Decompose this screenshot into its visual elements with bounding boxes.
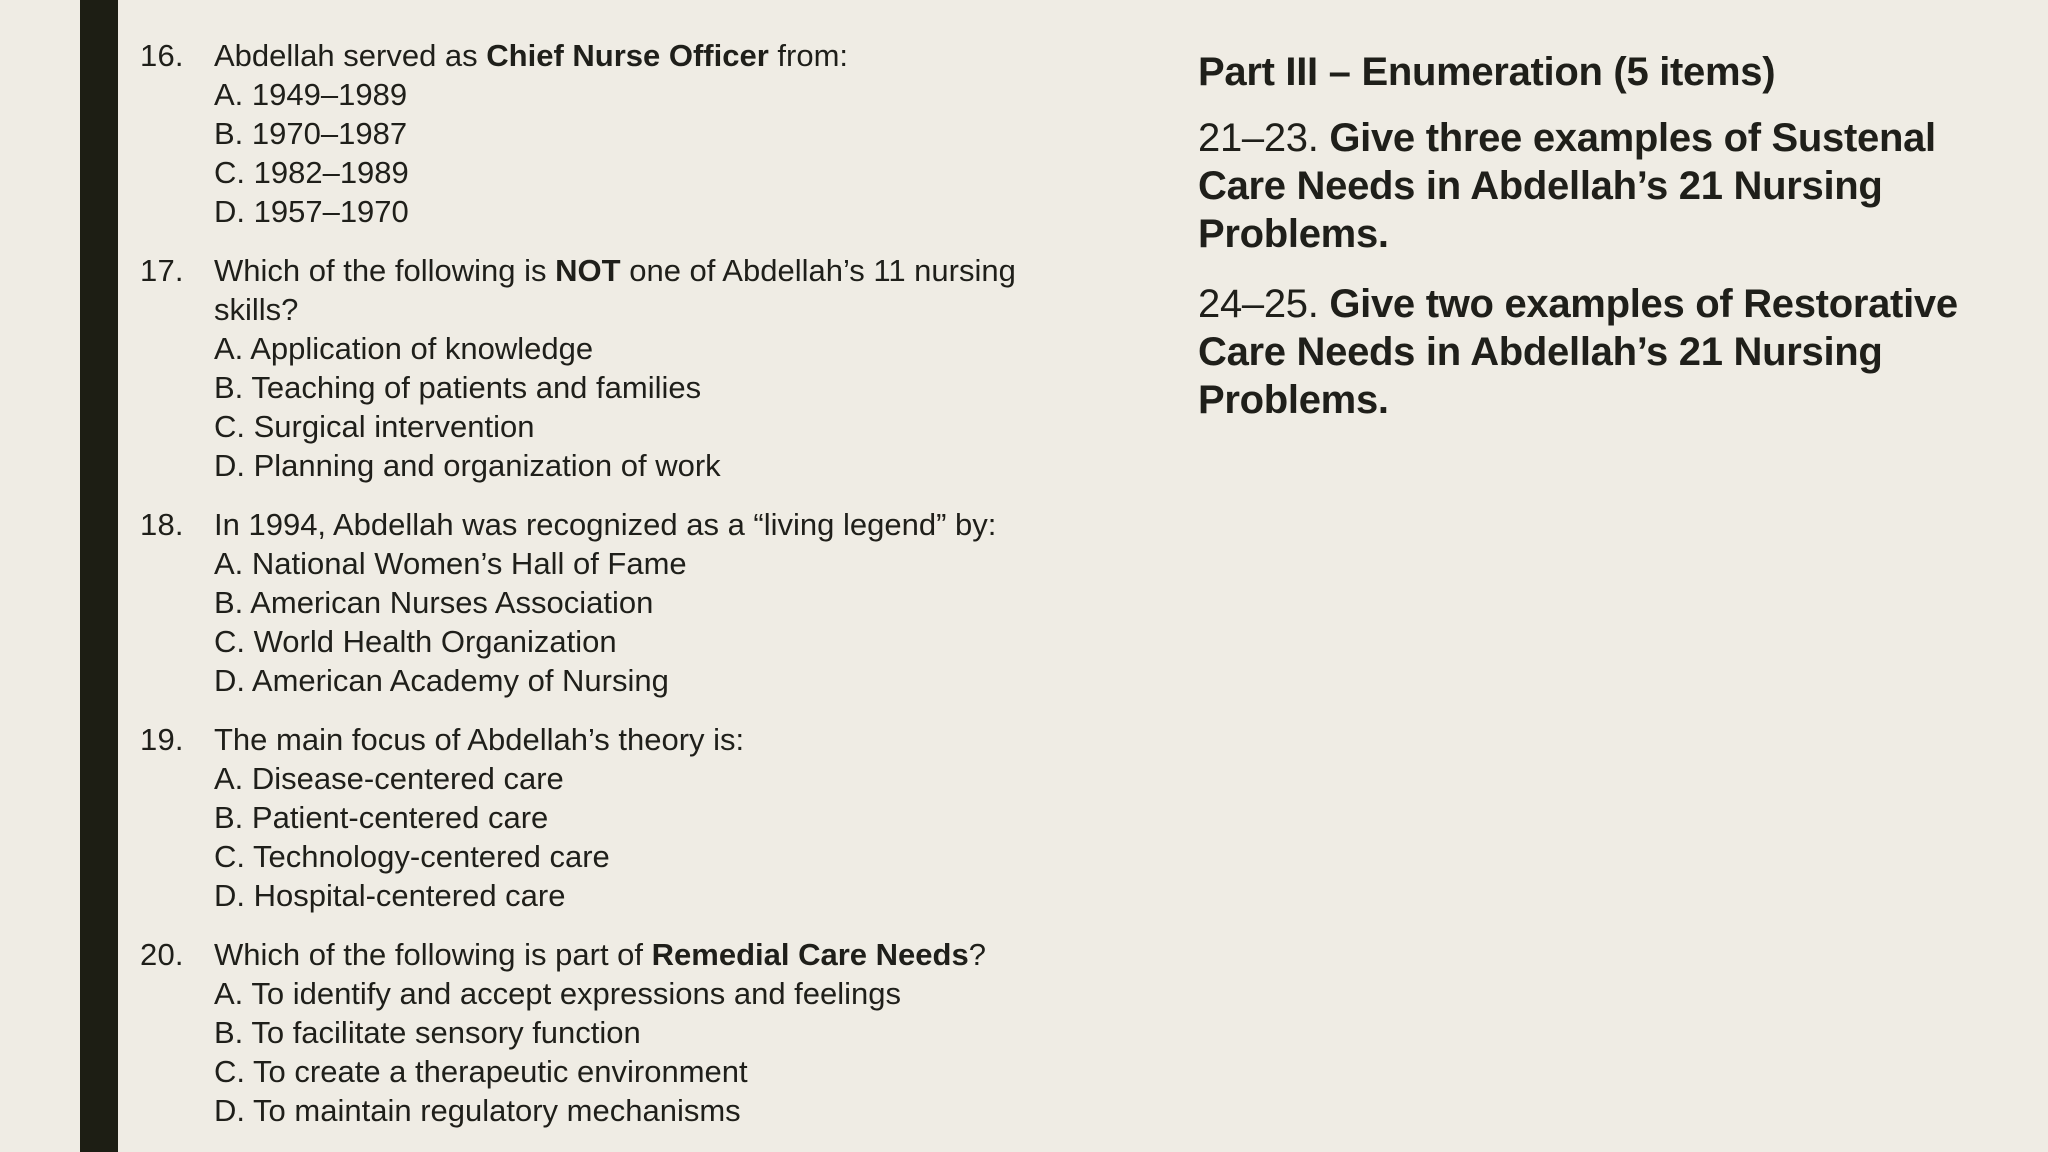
- option-d: D. 1957–1970: [214, 194, 409, 229]
- question-text: Which of the following is part of Remedial Care Needs?: [214, 937, 986, 972]
- item-number: 21–23.: [1198, 116, 1319, 160]
- question-number: 20.: [140, 937, 184, 972]
- question-16: [140, 36, 1100, 231]
- question-18: [140, 505, 1100, 700]
- item-text: Give two examples of Restorative Care Needs in Abdellah’s 21 Nursing Problems.: [1198, 282, 1958, 422]
- option-list: [214, 75, 1100, 231]
- section-title: Part III – Enumeration (5 items): [1198, 50, 1776, 94]
- option-a: A. Application of knowledge: [214, 331, 594, 366]
- multiple-choice-section: [140, 36, 1100, 1150]
- option-a: A. To identify and accept expressions and feelings: [214, 976, 902, 1011]
- option-d: D. American Academy of Nursing: [214, 663, 669, 698]
- option-a: A. National Women’s Hall of Fame: [214, 546, 687, 581]
- option-c: C. 1982–1989: [214, 155, 409, 190]
- option-d: D. To maintain regulatory mechanisms: [214, 1093, 741, 1128]
- option-c: C. To create a therapeutic environment: [214, 1054, 748, 1089]
- option-list: [214, 759, 1100, 915]
- question-number: 17.: [140, 253, 184, 288]
- option-list: [214, 329, 1100, 485]
- option-c: C. World Health Organization: [214, 624, 617, 659]
- option-d: D. Planning and organization of work: [214, 448, 721, 483]
- option-b: B. Patient-centered care: [214, 800, 549, 835]
- option-a: A. 1949–1989: [214, 77, 408, 112]
- question-text: In 1994, Abdellah was recognized as a “living legend” by:: [214, 507, 997, 542]
- enumeration-item-21-23: [1198, 114, 1998, 258]
- question-19: [140, 720, 1100, 915]
- accent-bar: [80, 0, 118, 1152]
- option-d: D. Hospital-centered care: [214, 878, 566, 913]
- option-b: B. Teaching of patients and families: [214, 370, 702, 405]
- enumeration-section: [1198, 46, 1998, 446]
- question-20: [140, 935, 1100, 1130]
- question-number: 19.: [140, 722, 184, 757]
- question-number: 18.: [140, 507, 184, 542]
- option-b: B. American Nurses Association: [214, 585, 654, 620]
- option-c: C. Technology-centered care: [214, 839, 610, 874]
- item-text: Give three examples of Sustenal Care Needs in Abdellah’s 21 Nursing Problems.: [1198, 116, 1936, 256]
- question-text: Which of the following is NOT one of Abdellah’s 11 nursing skills?: [214, 253, 1016, 327]
- item-number: 24–25.: [1198, 282, 1319, 326]
- option-c: C. Surgical intervention: [214, 409, 535, 444]
- option-list: [214, 974, 1100, 1130]
- question-number: 16.: [140, 38, 184, 73]
- question-text: The main focus of Abdellah’s theory is:: [214, 722, 745, 757]
- option-a: A. Disease-centered care: [214, 761, 564, 796]
- question-text: Abdellah served as Chief Nurse Officer from:: [214, 38, 849, 73]
- option-list: [214, 544, 1100, 700]
- question-17: [140, 251, 1100, 485]
- enumeration-item-24-25: [1198, 280, 1998, 424]
- option-b: B. 1970–1987: [214, 116, 408, 151]
- option-b: B. To facilitate sensory function: [214, 1015, 641, 1050]
